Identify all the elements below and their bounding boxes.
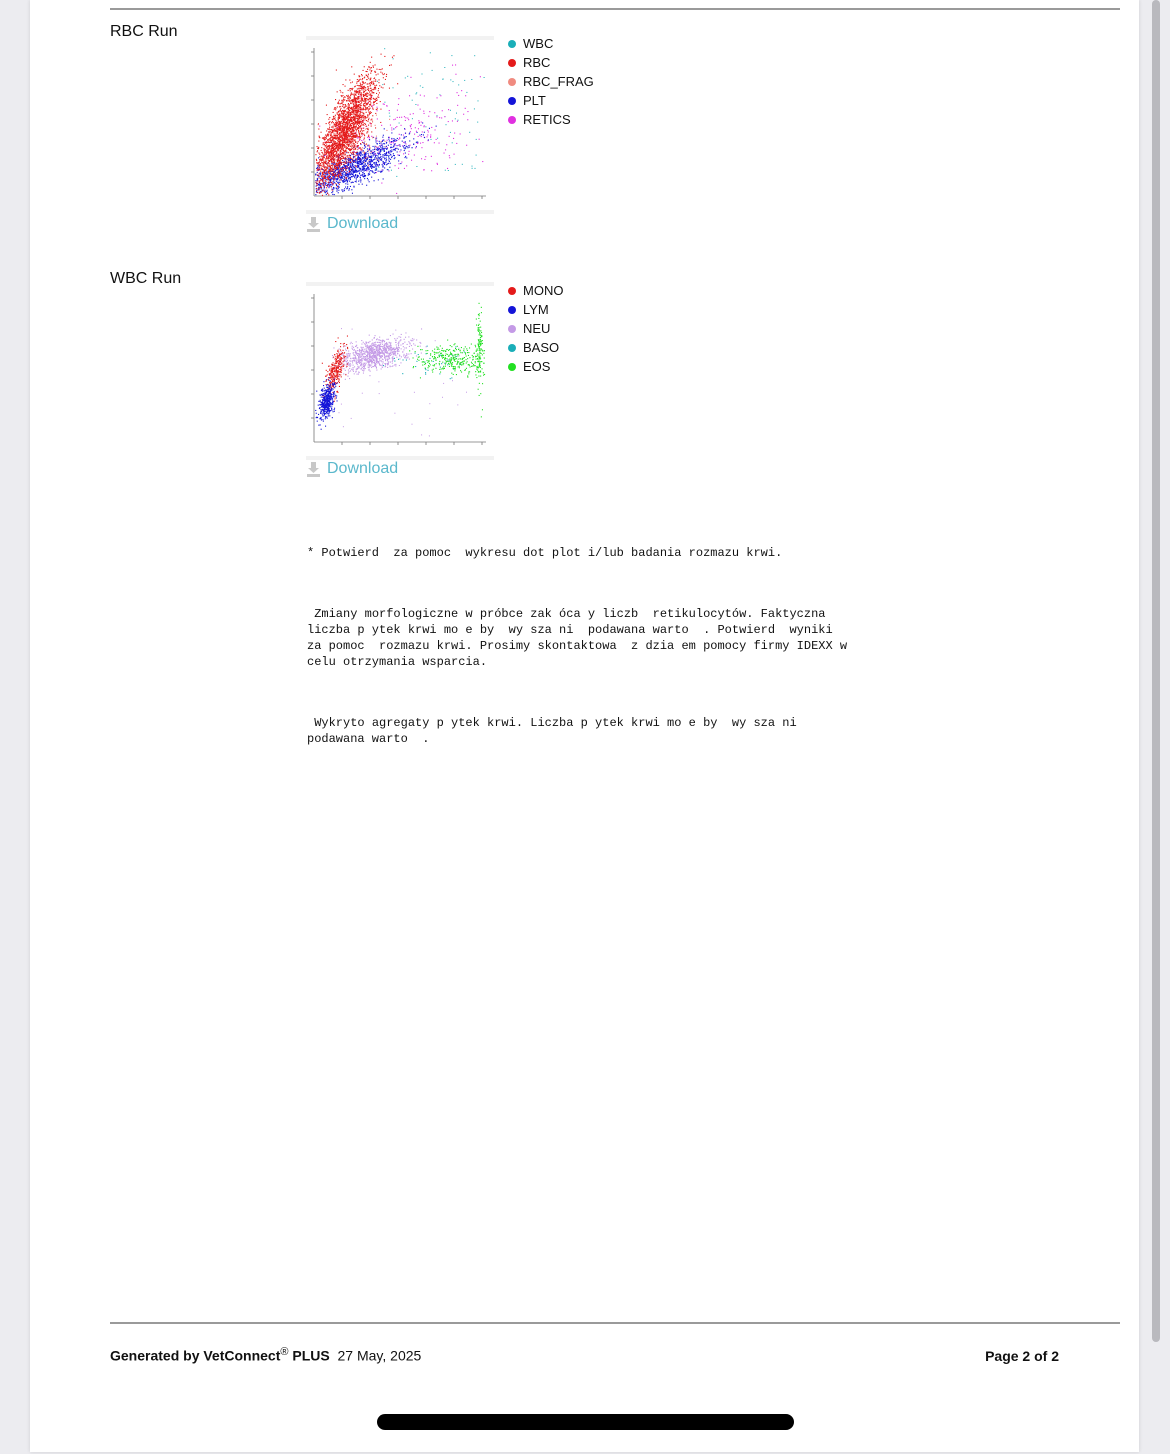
wbc-run-title: WBC Run (110, 270, 182, 287)
legend-item-plt: PLT (508, 91, 594, 110)
interpretive-notes (307, 513, 947, 792)
legend-dot (508, 363, 516, 371)
legend-dot (508, 59, 516, 67)
rbc-run-title: RBC Run (110, 23, 178, 40)
footer-page-number: Page 2 of 2 (985, 1348, 1059, 1364)
rbc-download-link[interactable]: Download (307, 215, 398, 233)
footer-divider (110, 1322, 1120, 1324)
rbc-run-legend (508, 34, 594, 129)
legend-item-retics: RETICS (508, 110, 594, 129)
legend-item-mono: MONO (508, 281, 563, 300)
footer-date: 27 May, 2025 (337, 1347, 422, 1364)
legend-item-rbc: RBC (508, 53, 594, 72)
wbc-dots (376, 48, 485, 177)
footer-generated-by: Generated by VetConnect® PLUS 27 May, 2025 (110, 1346, 422, 1364)
home-indicator[interactable] (377, 1414, 794, 1430)
legend-dot (508, 344, 516, 352)
lym-dots (315, 377, 337, 430)
legend-item-wbc: WBC (508, 34, 594, 53)
eos-spike-dots (475, 303, 485, 418)
legend-item-neu: NEU (508, 319, 563, 338)
download-icon (307, 217, 320, 232)
wbc-run-legend (508, 281, 563, 376)
download-icon (307, 462, 320, 477)
rbc-run-dot-plot (306, 36, 494, 214)
legend-dot (508, 306, 516, 314)
top-divider (110, 8, 1120, 10)
legend-dot (508, 325, 516, 333)
legend-dot (508, 287, 516, 295)
note-morphology-changes: Zmiany morfologiczne w próbce zak óca y liczb retikulocytów. Faktyczna liczba p ytek krwi mo e by wy sza ni podawana warto . Potwierd wyniki za pomoc rozmazu krwi. Prosimy skontaktowa z dzia em pomocy firmy IDEXX w celu otrzymania wsparcia. (307, 607, 848, 669)
legend-item-rbc-frag: RBC_FRAG (508, 72, 594, 91)
wbc-download-link[interactable]: Download (307, 460, 398, 478)
eos-dots (409, 340, 485, 379)
legend-item-baso: BASO (508, 338, 563, 357)
scrollbar[interactable] (1152, 0, 1160, 1342)
note-confirm-dot-plot: * Potwierd za pomoc wykresu dot plot i/lub badania rozmazu krwi. (307, 546, 783, 560)
wbc-run-dot-plot (306, 282, 494, 460)
legend-dot (508, 116, 516, 124)
legend-item-lym: LYM (508, 300, 563, 319)
note-platelet-aggregates: Wykryto agregaty p ytek krwi. Liczba p ytek krwi mo e by wy sza ni podawana warto . (307, 716, 797, 746)
legend-dot (508, 97, 516, 105)
neu-dots (330, 328, 427, 380)
plot-axes (311, 294, 486, 445)
legend-item-eos: EOS (508, 357, 563, 376)
legend-dot (508, 78, 516, 86)
report-page (30, 0, 1139, 1452)
legend-dot (508, 40, 516, 48)
